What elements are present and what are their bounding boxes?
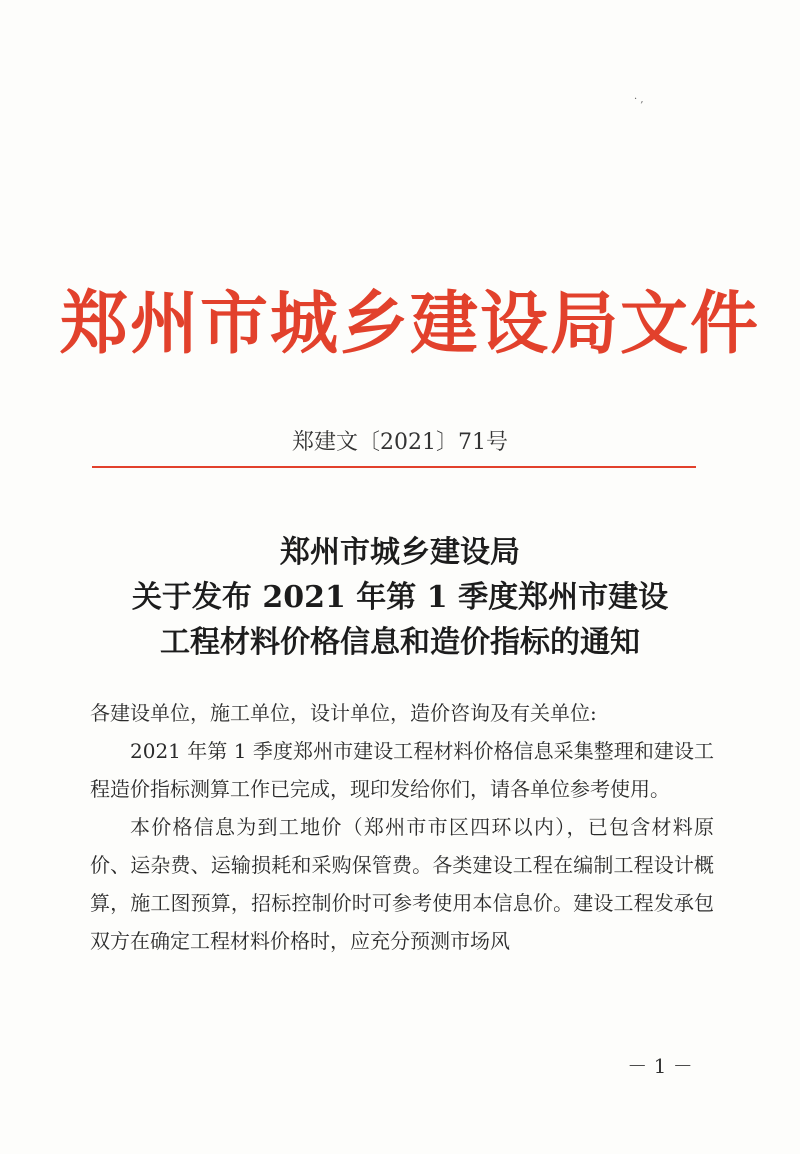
red-divider-line xyxy=(92,466,696,468)
document-number: 郑建文〔2021〕71号 xyxy=(292,430,508,455)
title-line-1: 郑州市城乡建设局 xyxy=(280,535,520,570)
salutation: 各建设单位，施工单位，设计单位，造价咨询及有关单位: xyxy=(90,701,597,725)
document-title xyxy=(60,530,740,665)
paragraph-1: 2021 年第 1 季度郑州市建设工程材料价格信息采集整理和建设工程造价指标测算工作已完成，现印发给你们，请各单位参考使用。 xyxy=(90,739,714,801)
red-masthead: 郑州市城乡建设局文件 xyxy=(60,284,761,364)
page-number: － 1 － xyxy=(627,1054,693,1078)
paragraph-2: 本价格信息为到工地价（郑州市市区四环以内），已包含材料原价、运杂费、运输损耗和采购保管费。各类建设工程在编制工程设计概算，施工图预算，招标控制价时可参考使用本信息价。建设工程发承包双方在确定工程材料价格时，应充分预测市场风 xyxy=(90,815,714,953)
title-line-3: 工程材料价格信息和造价指标的通知 xyxy=(160,625,640,660)
scan-mark: · , xyxy=(634,94,644,105)
document-body xyxy=(90,694,714,960)
title-line-2: 关于发布 2021 年第 1 季度郑州市建设 xyxy=(131,580,669,615)
